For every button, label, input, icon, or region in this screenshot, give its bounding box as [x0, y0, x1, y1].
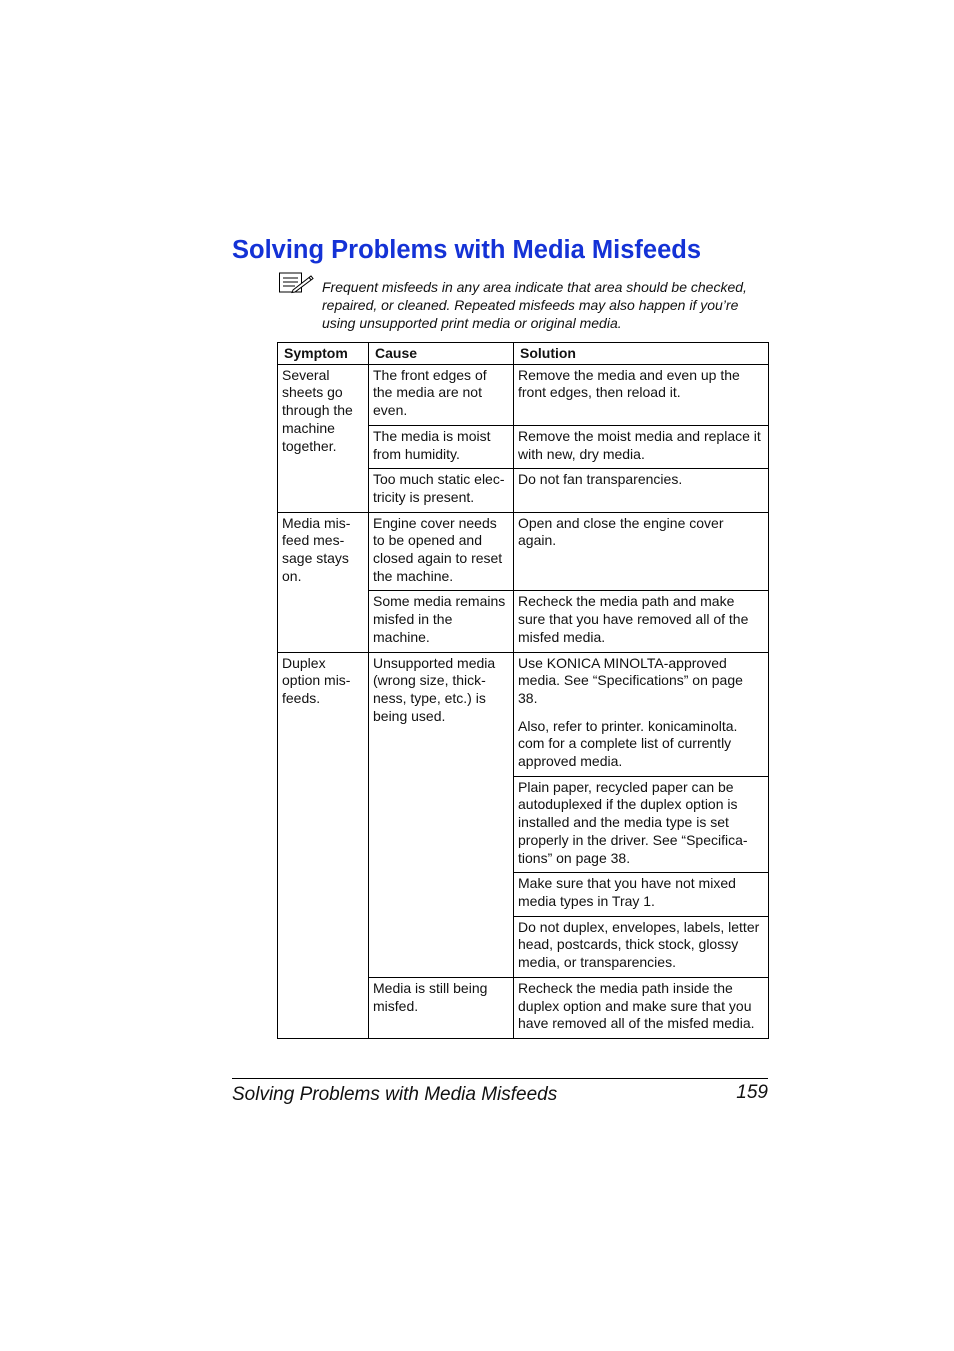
note-text: Frequent misfeeds in any area indicate that area should be checked, repaired, or cleaned. Repeated misfeeds may also happen if you’re using unsupported print media or original media. [322, 279, 747, 331]
footer-divider [232, 1078, 768, 1079]
cause-cell: Too much static elec-tricity is present. [369, 469, 514, 512]
solution-cell: Remove the media and even up the front edges, then reload it. [514, 364, 769, 425]
solution-cell: Do not fan transparencies. [514, 469, 769, 512]
solution-paragraph: Use KONICA MINOLTA-approved media. See “Specifications” on page 38. [518, 654, 743, 706]
page-title: Solving Problems with Media Misfeeds [232, 236, 702, 264]
cause-cell: Unsupported media (wrong size, thick-ness, type, etc.) is being used. [369, 652, 514, 977]
solution-cell [514, 652, 769, 776]
cause-cell: The front edges of the media are not even. [369, 364, 514, 425]
symptom-cell: Media mis-feed mes-sage stays on. [278, 512, 369, 652]
solution-cell: Recheck the media path and make sure that you have removed all of the misfed media. [514, 591, 769, 652]
symptom-cell: Several sheets go through the machine together. [278, 364, 369, 512]
note-pencil-icon [278, 271, 314, 295]
cause-cell: Media is still being misfed. [369, 977, 514, 1038]
table-row [278, 512, 769, 591]
solution-cell: Plain paper, recycled paper can be autoduplexed if the duplex option is installed and the media type is set properly in the driver. See “Specifica-tions” on page 38. [514, 776, 769, 873]
solution-paragraph: Also, refer to printer. konicaminolta. com for a complete list of currently approved media. [518, 717, 738, 770]
header-cause: Cause [369, 343, 514, 365]
solution-cell: Make sure that you have not mixed media types in Tray 1. [514, 873, 769, 916]
table-row [278, 652, 769, 776]
symptom-cell: Duplex option mis-feeds. [278, 652, 369, 1038]
solution-cell: Remove the moist media and replace it with new, dry media. [514, 425, 769, 468]
solution-cell: Open and close the engine cover again. [514, 512, 769, 591]
header-solution: Solution [514, 343, 769, 365]
table-row [278, 364, 769, 425]
table-header-row [278, 343, 769, 365]
solution-cell: Recheck the media path inside the duplex option and make sure that you have removed all of the misfed media. [514, 977, 769, 1038]
cause-cell: Some media remains misfed in the machine. [369, 591, 514, 652]
cause-cell: The media is moist from humidity. [369, 425, 514, 468]
solution-cell: Do not duplex, envelopes, labels, letter head, postcards, thick stock, glossy media, or transparencies. [514, 916, 769, 977]
cause-cell: Engine cover needs to be opened and closed again to reset the machine. [369, 512, 514, 591]
footer-title: Solving Problems with Media Misfeeds [232, 1084, 558, 1105]
page-number: 159 [736, 1082, 768, 1103]
misfeed-table [277, 342, 769, 1039]
header-symptom: Symptom [278, 343, 369, 365]
